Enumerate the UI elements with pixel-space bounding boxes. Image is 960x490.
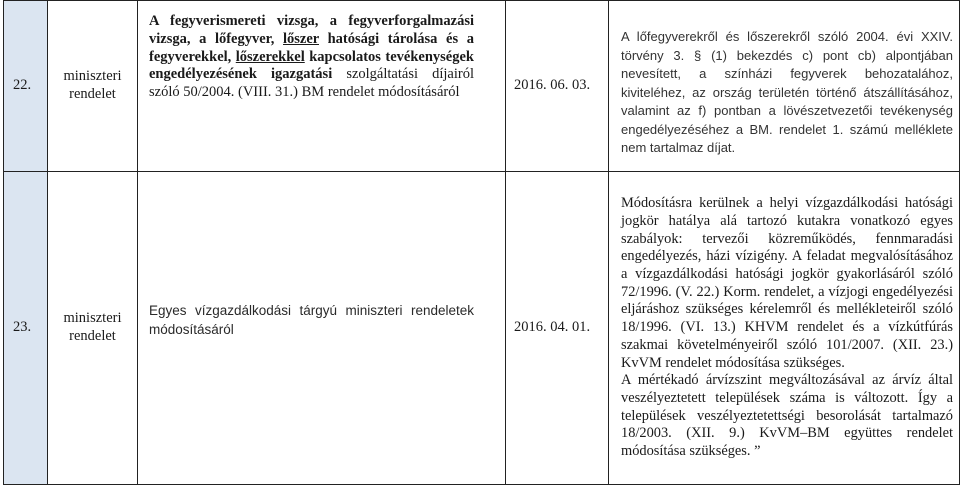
regulation-table [3,0,960,485]
title-segment: hatósági tárolása és a fegyverekkel, [149,30,474,65]
regulation-title [138,172,506,485]
regulation-type: miniszteri rendelet [48,172,138,485]
title-segment-underlined: lőszer [283,30,319,47]
regulation-description [609,172,960,485]
row-number: 22. [4,1,48,172]
description-paragraph: A mértékadó árvízszint megváltozásával az árvíz által veszélyeztetett települések száma is változott. Így a települések veszélyeztetettségi besorolását tartalmazó 18/2003. (XII. 9.) KvVM–BM együttes rendelet módosítása szükséges. ” [621,372,953,460]
title-segment-underlined: lőszerekkel [235,48,305,65]
deadline-date: 2016. 04. 01. [506,172,609,485]
title-segment: Egyes vízgazdálkodási tárgyú miniszteri rendeletek módosításáról [149,303,474,337]
table-row [4,172,960,485]
description-paragraph: A lőfegyverekről és lőszerekről szóló 2004. évi XXIV. törvény 3. § (1) bekezdés c) pont cb) alpontjában nevesített, a színházi fegyverek behozatalához, kiviteléhez, az ország területén történő átszállításához, valamint az f) pontban a lövészetvezetői tevékenység engedélyezéséhez a BM. rendelet 1. számú melléklete nem tartalmaz díjat. [621,29,953,156]
regulation-type: miniszteri rendelet [48,1,138,172]
deadline-date: 2016. 06. 03. [506,1,609,172]
description-paragraph: Módosításra kerülnek a helyi vízgazdálkodási hatósági jogkör hatálya alá tartozó kutakra vonatkozó egyes szabályok: tervezői közreműködés, fennmaradási engedélyezés, házi vízigény. A feladat megvalósításához a vízgazdálkodási hatósági jogkör gyakorlásáról szóló 72/1996. (V. 22.) Korm. rendelet, a vízjogi engedélyezési eljáráshoz szükséges kérelemről és mellékleteiről szóló 18/1996. (VI. 13.) KHVM rendelet és a vízkútfúrás szakmai követelményeiről szóló 101/2007. (XII. 23.) KvVM rendelet módosítása szükséges. [621,195,953,371]
table-row [4,1,960,172]
regulation-description [609,1,960,172]
title-segment: A fegyverismereti vizsga, a fegyverforgalmazási vizsga, a lőfegyver, [149,13,474,47]
title-segment: szolgáltatási díjairól szóló 50/2004. (VIII. 31.) BM rendelet módosításáról [149,66,474,101]
row-number: 23. [4,172,48,485]
regulation-title [138,1,506,172]
title-segment: kapcsolatos tevékenységek engedélyezésének igazgatási [149,48,474,83]
